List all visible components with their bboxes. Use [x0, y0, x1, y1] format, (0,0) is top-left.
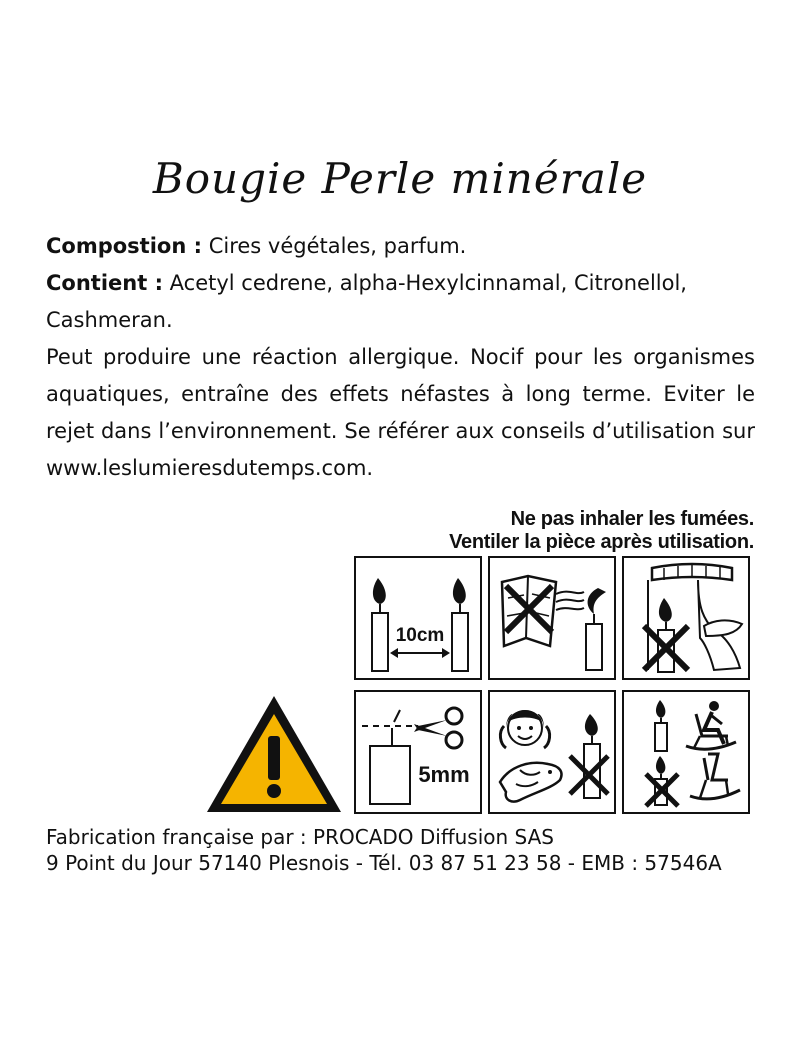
wick-label: 5mm — [418, 762, 470, 787]
unattended-pictogram — [622, 690, 750, 814]
footer-line1: Fabrication française par : PROCADO Diffusion SAS — [46, 825, 554, 849]
footer-line2: 9 Point du Jour 57140 Plesnois - Tél. 03 87 51 23 58 - EMB : 57546A — [46, 851, 722, 875]
contient-value: Acetyl cedrene, alpha-Hexylcinnamal, Citronellol, Cashmeran. — [46, 271, 687, 332]
product-title: Bougie Perle minérale — [152, 154, 648, 203]
child-pet-icon — [490, 692, 614, 812]
candle-spacing-icon — [356, 558, 480, 678]
manufacturer-info — [46, 824, 722, 876]
contient-label: Contient : — [46, 271, 163, 295]
no-flammable-icon — [490, 558, 614, 678]
no-curtains-pictogram — [622, 556, 750, 680]
contient-line — [46, 265, 755, 339]
composition-line — [46, 228, 755, 265]
children-pets-pictogram — [488, 690, 616, 814]
trim-wick-pictogram — [354, 690, 482, 814]
spacing-pictogram — [354, 556, 482, 680]
product-description — [46, 228, 755, 487]
scissors-wick-icon — [356, 692, 480, 812]
safety-header-line2: Ventiler la pièce après utilisation. — [449, 531, 754, 553]
warning-paragraph: Peut produire une réaction allergique. Nocif pour les organismes aquatiques, entraîne des effets néfastes à long terme. Eviter le rejet dans l’environnement. Se référer aux conseils d’utilisation sur www.leslumieresdutemps.com. — [46, 345, 755, 480]
safety-header-line1: Ne pas inhaler les fumées. — [510, 508, 754, 530]
hazard-warning-icon — [203, 692, 345, 821]
safety-header — [449, 508, 754, 554]
composition-value: Cires végétales, parfum. — [208, 234, 467, 258]
unattended-candle-icon — [624, 692, 748, 812]
spacing-label: 10cm — [395, 625, 445, 646]
no-flammable-pictogram — [488, 556, 616, 680]
composition-label: Compostion : — [46, 234, 203, 258]
no-curtains-icon — [624, 558, 748, 678]
